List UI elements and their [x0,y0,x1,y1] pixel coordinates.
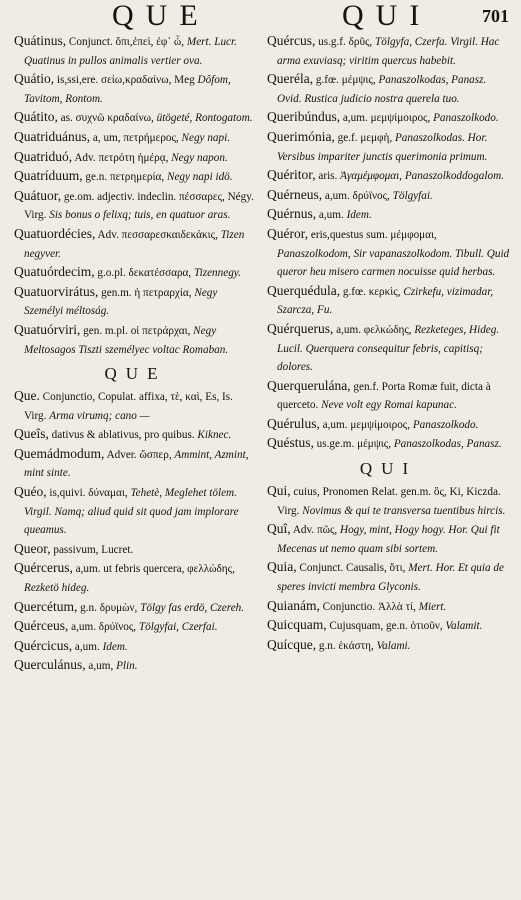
headword: Quî, [267,521,291,537]
headword: Quatriduánus, [14,128,91,144]
headword: Querquerulána, [267,377,351,393]
headword: Quemádmodum, [14,445,105,461]
entry-grammar: a,um. δρύϊνος, [324,189,393,202]
entry-grammar: a,um. μεμψίμοιρος, [342,112,434,125]
dictionary-entry [267,520,510,558]
headword: Quícque, [267,636,317,652]
dictionary-entry [14,540,257,560]
headword: Quércus, [267,33,316,48]
section-heading: QUE [104,364,167,384]
right-column [267,32,510,676]
headword: Queor, [14,540,51,556]
entry-translation: Rezketö hideg. [24,582,90,595]
entry-grammar: a,um. δρύϊνος, [71,621,139,634]
dictionary-entry [267,558,510,596]
entry-grammar: Conjunctio. Ἀλλὰ τί, [322,600,419,613]
dictionary-entry [14,617,257,637]
dictionary-entry [267,482,510,520]
headword: Querquédula, [267,282,341,298]
headword: Que. [14,388,40,404]
entry-translation: Panaszolkodo. [433,112,499,125]
entry-translation: Valamit. [445,620,483,633]
headword: Qui, [267,483,291,499]
entry-grammar: a,um. [318,209,347,222]
dictionary-entry [14,637,257,657]
entry-grammar: a,um, [88,660,117,673]
dictionary-entry [267,32,510,70]
dictionary-entry [14,559,257,597]
entry-translation: Negy Meltosagos Tiszti személyec voltac Romaban. [24,324,229,356]
dictionary-entry [267,434,510,454]
dictionary-entry [14,387,257,425]
section-heading: QUI [359,459,418,479]
entry-translation: Negy napi idö. [167,171,233,184]
headword: Quatuorvirátus, [14,283,99,299]
headword: Quátito, [14,109,58,125]
headword: Quatuórviri, [14,321,81,337]
headword: Queréla, [267,71,314,87]
left-column [14,32,257,676]
entry-grammar: us.g.f. δρῦς, [318,36,376,48]
headword: Quianám, [267,597,320,613]
page-number: 701 [482,6,509,26]
entry-grammar: Conjunct. ὅπι,ἐπεὶ, ἐφ᾽ ὦ, [68,36,187,48]
entry-translation: Panaszolkodas, Panasz. [393,438,502,451]
entry-translation: Panaszolkodo. [412,418,479,431]
headword: Quatriduó, [14,148,73,164]
dictionary-entry [14,187,257,225]
entry-grammar: a, um, πετρήμερος, [92,131,182,144]
dictionary-entry [14,656,257,676]
headword: Queribúndus, [267,109,341,125]
entry-grammar: is,ssi,ere. σείω,κραδαίνω, Meg [56,74,198,87]
headword: Quéror, [267,225,309,241]
dictionary-entry [14,148,257,168]
entry-grammar: a,um. ut febris quercera, φελλώδης, [75,563,235,576]
entry-grammar: gen.f. Porta Romæ fuit, dicta à querceto. [277,380,491,412]
entry-translation: Idem. [102,640,128,653]
entry-translation: Negy napon. [171,151,228,164]
dictionary-entry [267,282,510,320]
entry-translation: Tehetè, Meglehet tölem. Virgil. Namq; aliud quid sit quod jam implorare queamus. [24,487,239,537]
entry-translation: Negy Személyi méltoság. [24,286,218,318]
entry-grammar: g.o.pl. δεκατέσσαρα, [97,267,195,280]
dictionary-entry [14,425,257,445]
headword: Quéritor, [267,167,316,183]
headword: Quia, [267,559,297,575]
headword: Quátinus, [14,33,67,48]
entry-translation: Tölgy fas erdö, Czereh. [140,601,245,614]
entry-translation: Tölgyfai. [392,189,433,202]
entry-translation: Mert. Hor. Et quia de speres invicti membra Glyconis. [277,562,504,594]
entry-translation: Arma virumq; cano — [49,409,150,422]
dictionary-entry [267,636,510,656]
entry-grammar: ge.om. adjectiv. indeclin. πέσσαρες, Négy. Virg. [24,190,254,222]
dictionary-entry [14,70,257,108]
running-head-left: QUE [112,0,210,32]
headword: Quércicus, [14,637,73,653]
entry-grammar: ge.n. πετρημερία, [85,171,167,184]
headword: Quatuórdecim, [14,264,95,280]
entry-grammar: Adv. πεσσαρεσκαιδεκάκις, [97,228,221,241]
headword: Querculánus, [14,657,86,673]
headword: Quérulus, [267,415,320,431]
entry-grammar: cuius, Pronomen Relat. gen.m. ὃς, Ki, Kiczda. Virg. [277,486,501,517]
headword: Quátuor, [14,187,62,203]
entry-grammar: g.n. ἑκάστη, [318,639,377,652]
headword: Queîs, [14,426,49,442]
headword: Quérquerus, [267,320,334,336]
headword: Quéstus, [267,435,314,451]
entry-grammar: as. συχνῶ κραδαίνω, [60,112,157,125]
dictionary-entry [267,597,510,617]
entry-translation: Valami. [376,639,411,652]
entry-translation: Panaszolkodas, Panasz. Ovid. Rustica judicio nostra querela tuo. [277,74,487,105]
dictionary-entry [267,70,510,108]
entry-grammar: aris. [318,170,341,183]
entry-grammar: ge.f. μεμφὴ, [337,131,395,144]
page-header [14,2,511,32]
entry-grammar: g.fœ. κερκὶς, [342,285,404,298]
entry-translation: Mert. Lucr. Quatinus in pullos animalis vertier ova. [24,36,237,67]
entry-translation: Tizennegy. [194,267,241,280]
entry-grammar: Conjunctio, Copulat. affixa, τὲ, καὶ, Es, Is. Virg. [24,391,233,422]
entry-translation: Neve volt egy Romai kapunac. [321,399,457,412]
dictionary-entry [267,320,510,377]
entry-grammar: gen. m.pl. οἱ πετράρχαι, [83,324,194,337]
dictionary-entry [14,128,257,148]
dictionary-entry [267,186,510,206]
headword: Quérneus, [267,186,323,202]
headword: Quérceus, [14,618,69,634]
entry-translation: Miert. [418,600,447,613]
dictionary-entry [267,377,510,415]
entry-grammar: a,um. [74,640,103,653]
entry-grammar: g.n. δρυμὼν, [80,601,141,614]
entry-grammar: Cujusquam, ge.n. ὁτιοῦν, [329,620,446,633]
dictionary-entry [14,483,257,540]
entry-translation: Panaszolkodas. Hor. Versibus impariter junctis querimonia primum. [277,131,488,163]
entry-translation: Czirkefu, vizimadar, Szarcza, Fu. [277,285,494,317]
dictionary-entry [14,225,257,263]
dictionary-entry [267,415,510,435]
headword: Quércerus, [14,560,73,576]
headword: Quicquam, [267,617,327,633]
entry-grammar: dativus & ablativus, pro quibus. [51,429,198,442]
dictionary-entry [267,128,510,166]
entry-grammar: passivum, Lucret. [53,543,134,556]
headword: Quátio, [14,71,55,87]
entry-grammar: Adver. ὥσπερ, [106,448,175,461]
headword: Querimónia, [267,128,335,144]
dictionary-entry [14,263,257,283]
entry-translation: Rezketeges, Hideg. Lucil. Querquera consequitur febris, capitisq; dolores. [277,323,500,374]
entry-grammar: eris,questus sum. μέμφομαι, [310,228,437,241]
entry-translation: Plin. [116,660,138,673]
entry-translation: Sis bonus o felixq; tuis, en quatuor aras. [49,209,231,222]
entry-grammar: is,quivi. δύναμαι, [49,487,131,500]
entry-translation: Novimus & qui te transversa tuentibus hircis. [302,504,506,517]
entry-translation: Negy napi. [181,131,231,144]
dictionary-entry [267,225,510,282]
entry-translation: Kiknec. [197,429,232,442]
dictionary-entry [14,167,257,187]
dictionary-entry [267,205,510,225]
dictionary-entry [14,283,257,321]
entry-grammar: Adv. πῶς, [292,524,340,537]
dictionary-entry [14,321,257,359]
entry-grammar: gen.m. ἡ πετραρχία, [101,286,195,299]
entry-translation: Tölgyfai, Czerfai. [138,621,218,634]
entry-grammar: Conjunct. Causalis, ὅτι, [299,562,409,575]
entry-grammar: us.ge.m. μέμψις, [316,438,394,451]
entry-translation: Tölgyfa, Czerfa. Virgil. Hac arma exuviasq; viritim quercus habebit. [277,36,500,67]
entry-grammar: a,um. φελκώδης, [336,323,415,336]
entry-grammar: a,um. μεμψίμοιρος, [322,418,413,431]
dictionary-entry [267,108,510,128]
entry-translation: Hogy, mint, Hogy hogy. Hor. Qui fit Mecenas ut nemo quam sibi sortem. [277,524,500,555]
dictionary-entry [267,166,510,186]
headword: Quercétum, [14,598,78,614]
entry-columns [14,32,511,676]
dictionary-entry [14,445,257,483]
headword: Quatuordécies, [14,225,96,241]
entry-translation: Tizen negyver. [24,228,245,260]
entry-translation: Ammint, Azmint, mint sinte. [24,448,249,480]
entry-translation: Dôfom, Tavitom, Rontom. [24,74,231,105]
entry-translation: Panaszolkodom, Sir vapanaszolkodom. Tibull. Quid queror heu misero carmen nocuisse quid herbas. [277,247,510,279]
entry-translation: Ἀγαμέμφομαι, Panaszolkoddogalom. [340,170,504,183]
entry-translation: Idem. [346,209,372,222]
dictionary-entry [14,32,257,70]
running-head-right: QUI [342,0,432,32]
entry-grammar: Adv. πετρότη ἡμέρᾳ, [74,151,172,164]
headword: Quéo, [14,484,47,500]
dictionary-entry [14,598,257,618]
dictionary-entry [14,108,257,128]
headword: Quérnus, [267,206,317,222]
dictionary-entry [267,616,510,636]
entry-translation: ütögeté, Rontogatom. [156,112,253,125]
entry-grammar: g.fœ. μέμψις, [315,74,379,87]
headword: Quatríduum, [14,168,83,184]
